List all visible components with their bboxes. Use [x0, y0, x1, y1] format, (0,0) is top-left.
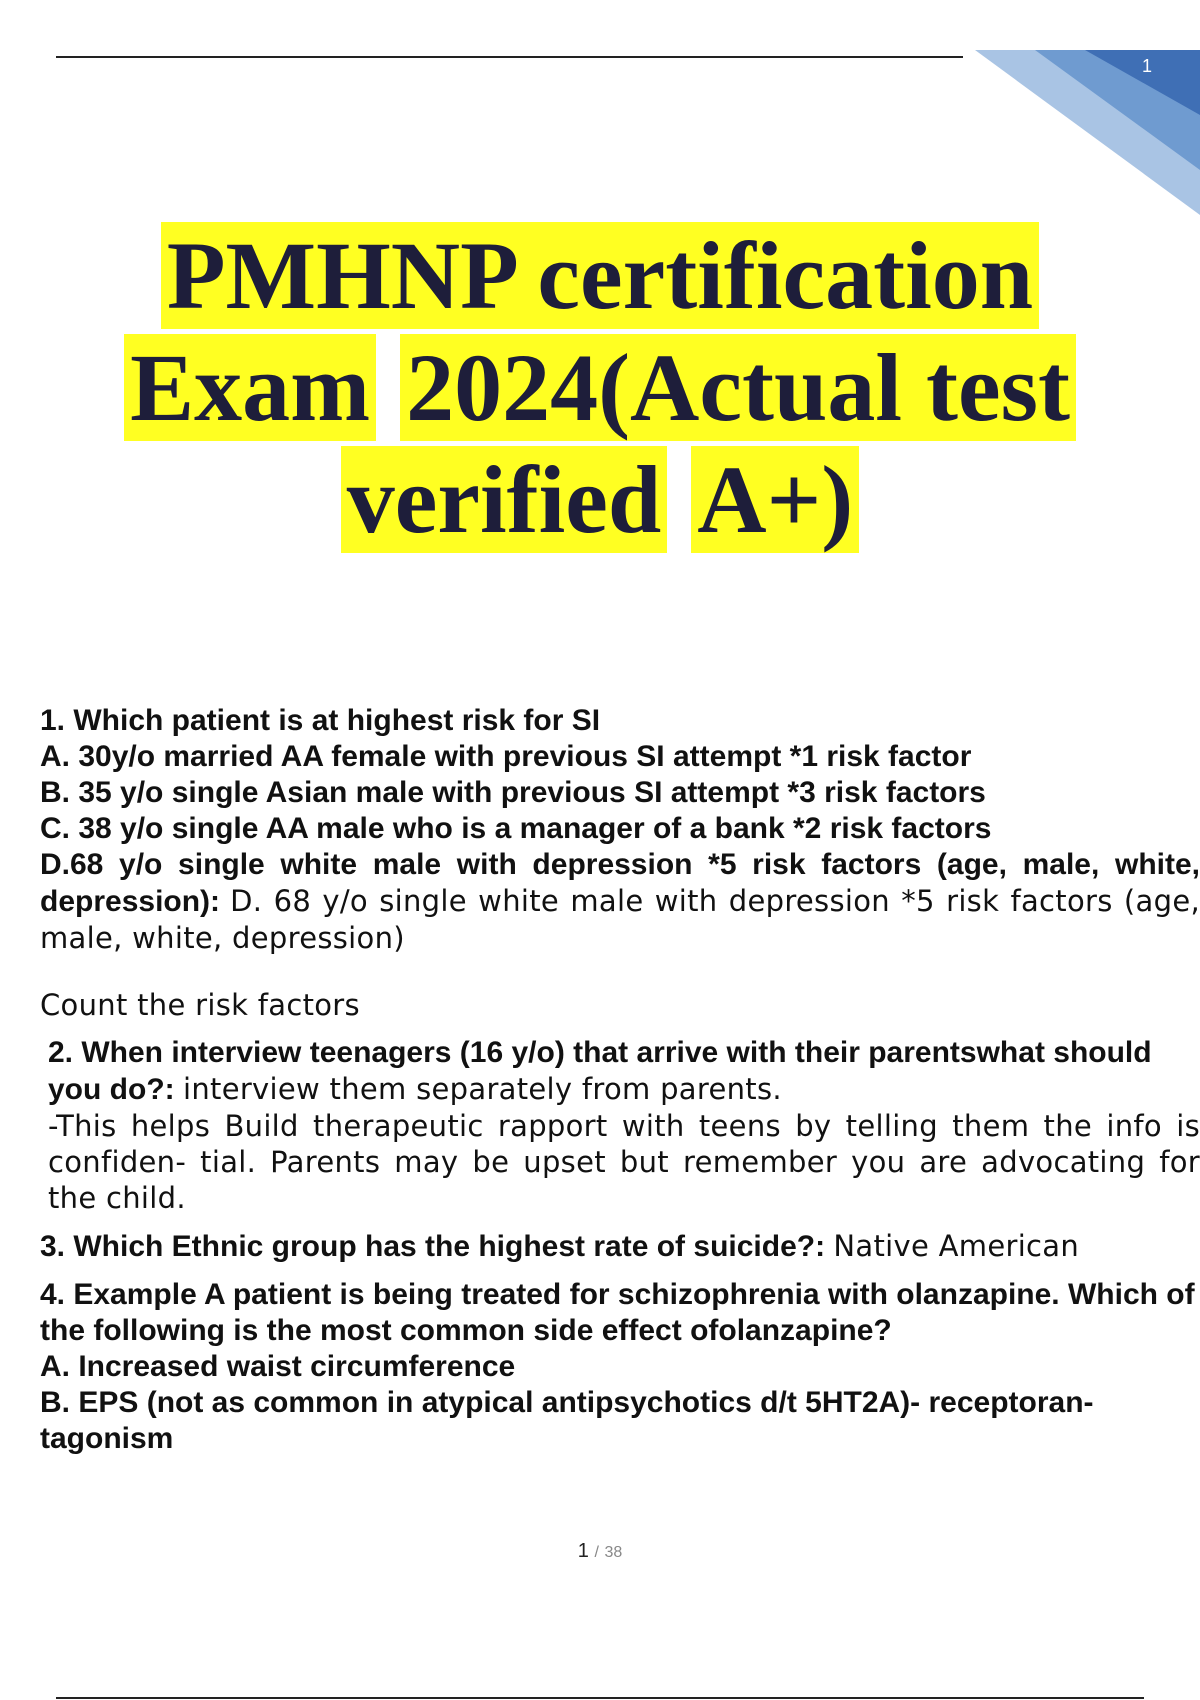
question-2: [40, 1035, 1200, 1108]
q2-question: 2. When interview teenagers (16 y/o) that arrive with their parentswhat should you do?:: [48, 1036, 1152, 1106]
q1-option-d-bold: D.68 y/o single white male with depression *5 risk factors (age, male, white, depression):: [40, 848, 1200, 918]
page-number: 1: [1142, 56, 1153, 76]
document-title: [0, 220, 1200, 556]
q3-answer: Native American: [833, 1229, 1080, 1263]
q1-option-d: [40, 847, 1200, 957]
q4-option-b: B. EPS (not as common in atypical antipsychotics d/t 5HT2A)- receptoran- tagonism: [40, 1386, 1094, 1455]
q2-explanation: -This helps Build therapeutic rapport with teens by telling them the info is confiden- tial. Parents may be upset but remember you are advocating for the child.: [48, 1109, 1200, 1215]
pager-current: 1: [577, 1540, 589, 1562]
pager-separator: /: [594, 1544, 599, 1561]
question-4: 4. Example A patient is being treated for schizophrenia with olanzapine. Which of the following is the most common side effect ofolanzapine?: [40, 1278, 1195, 1347]
question-1: 1. Which patient is at highest risk for SI: [40, 704, 601, 737]
question-3: [40, 1228, 1200, 1265]
document-body: [40, 703, 1200, 1457]
q3-question: 3. Which Ethnic group has the highest rate of suicide?:: [40, 1230, 826, 1263]
q4-option-a: A. Increased waist circumference: [40, 1350, 516, 1383]
header-rule: [56, 56, 963, 58]
title-line-2a: Exam: [124, 334, 376, 441]
q2-answer: interview them separately from parents.: [182, 1072, 782, 1106]
note-count-risk-factors: Count the risk factors: [40, 988, 360, 1022]
footer-rule: [56, 1697, 1144, 1699]
pager-total: 38: [604, 1544, 623, 1561]
title-line-2b: 2024(Actual test: [400, 334, 1076, 441]
q1-answer: D. 68 y/o single white male with depression *5 risk factors (age, male, white, depression): [40, 884, 1200, 955]
page-indicator: [0, 1540, 1200, 1563]
q1-option-c: C. 38 y/o single AA male who is a manager of a bank *2 risk factors: [40, 812, 992, 845]
q1-option-b: B. 35 y/o single Asian male with previous SI attempt *3 risk factors: [40, 776, 986, 809]
title-line-1: PMHNP certification: [161, 222, 1039, 329]
corner-decoration: [975, 50, 1200, 215]
title-line-3b: A+): [691, 446, 859, 553]
title-line-3a: verified: [341, 446, 668, 553]
q1-option-a: A. 30y/o married AA female with previous SI attempt *1 risk factor: [40, 740, 972, 773]
